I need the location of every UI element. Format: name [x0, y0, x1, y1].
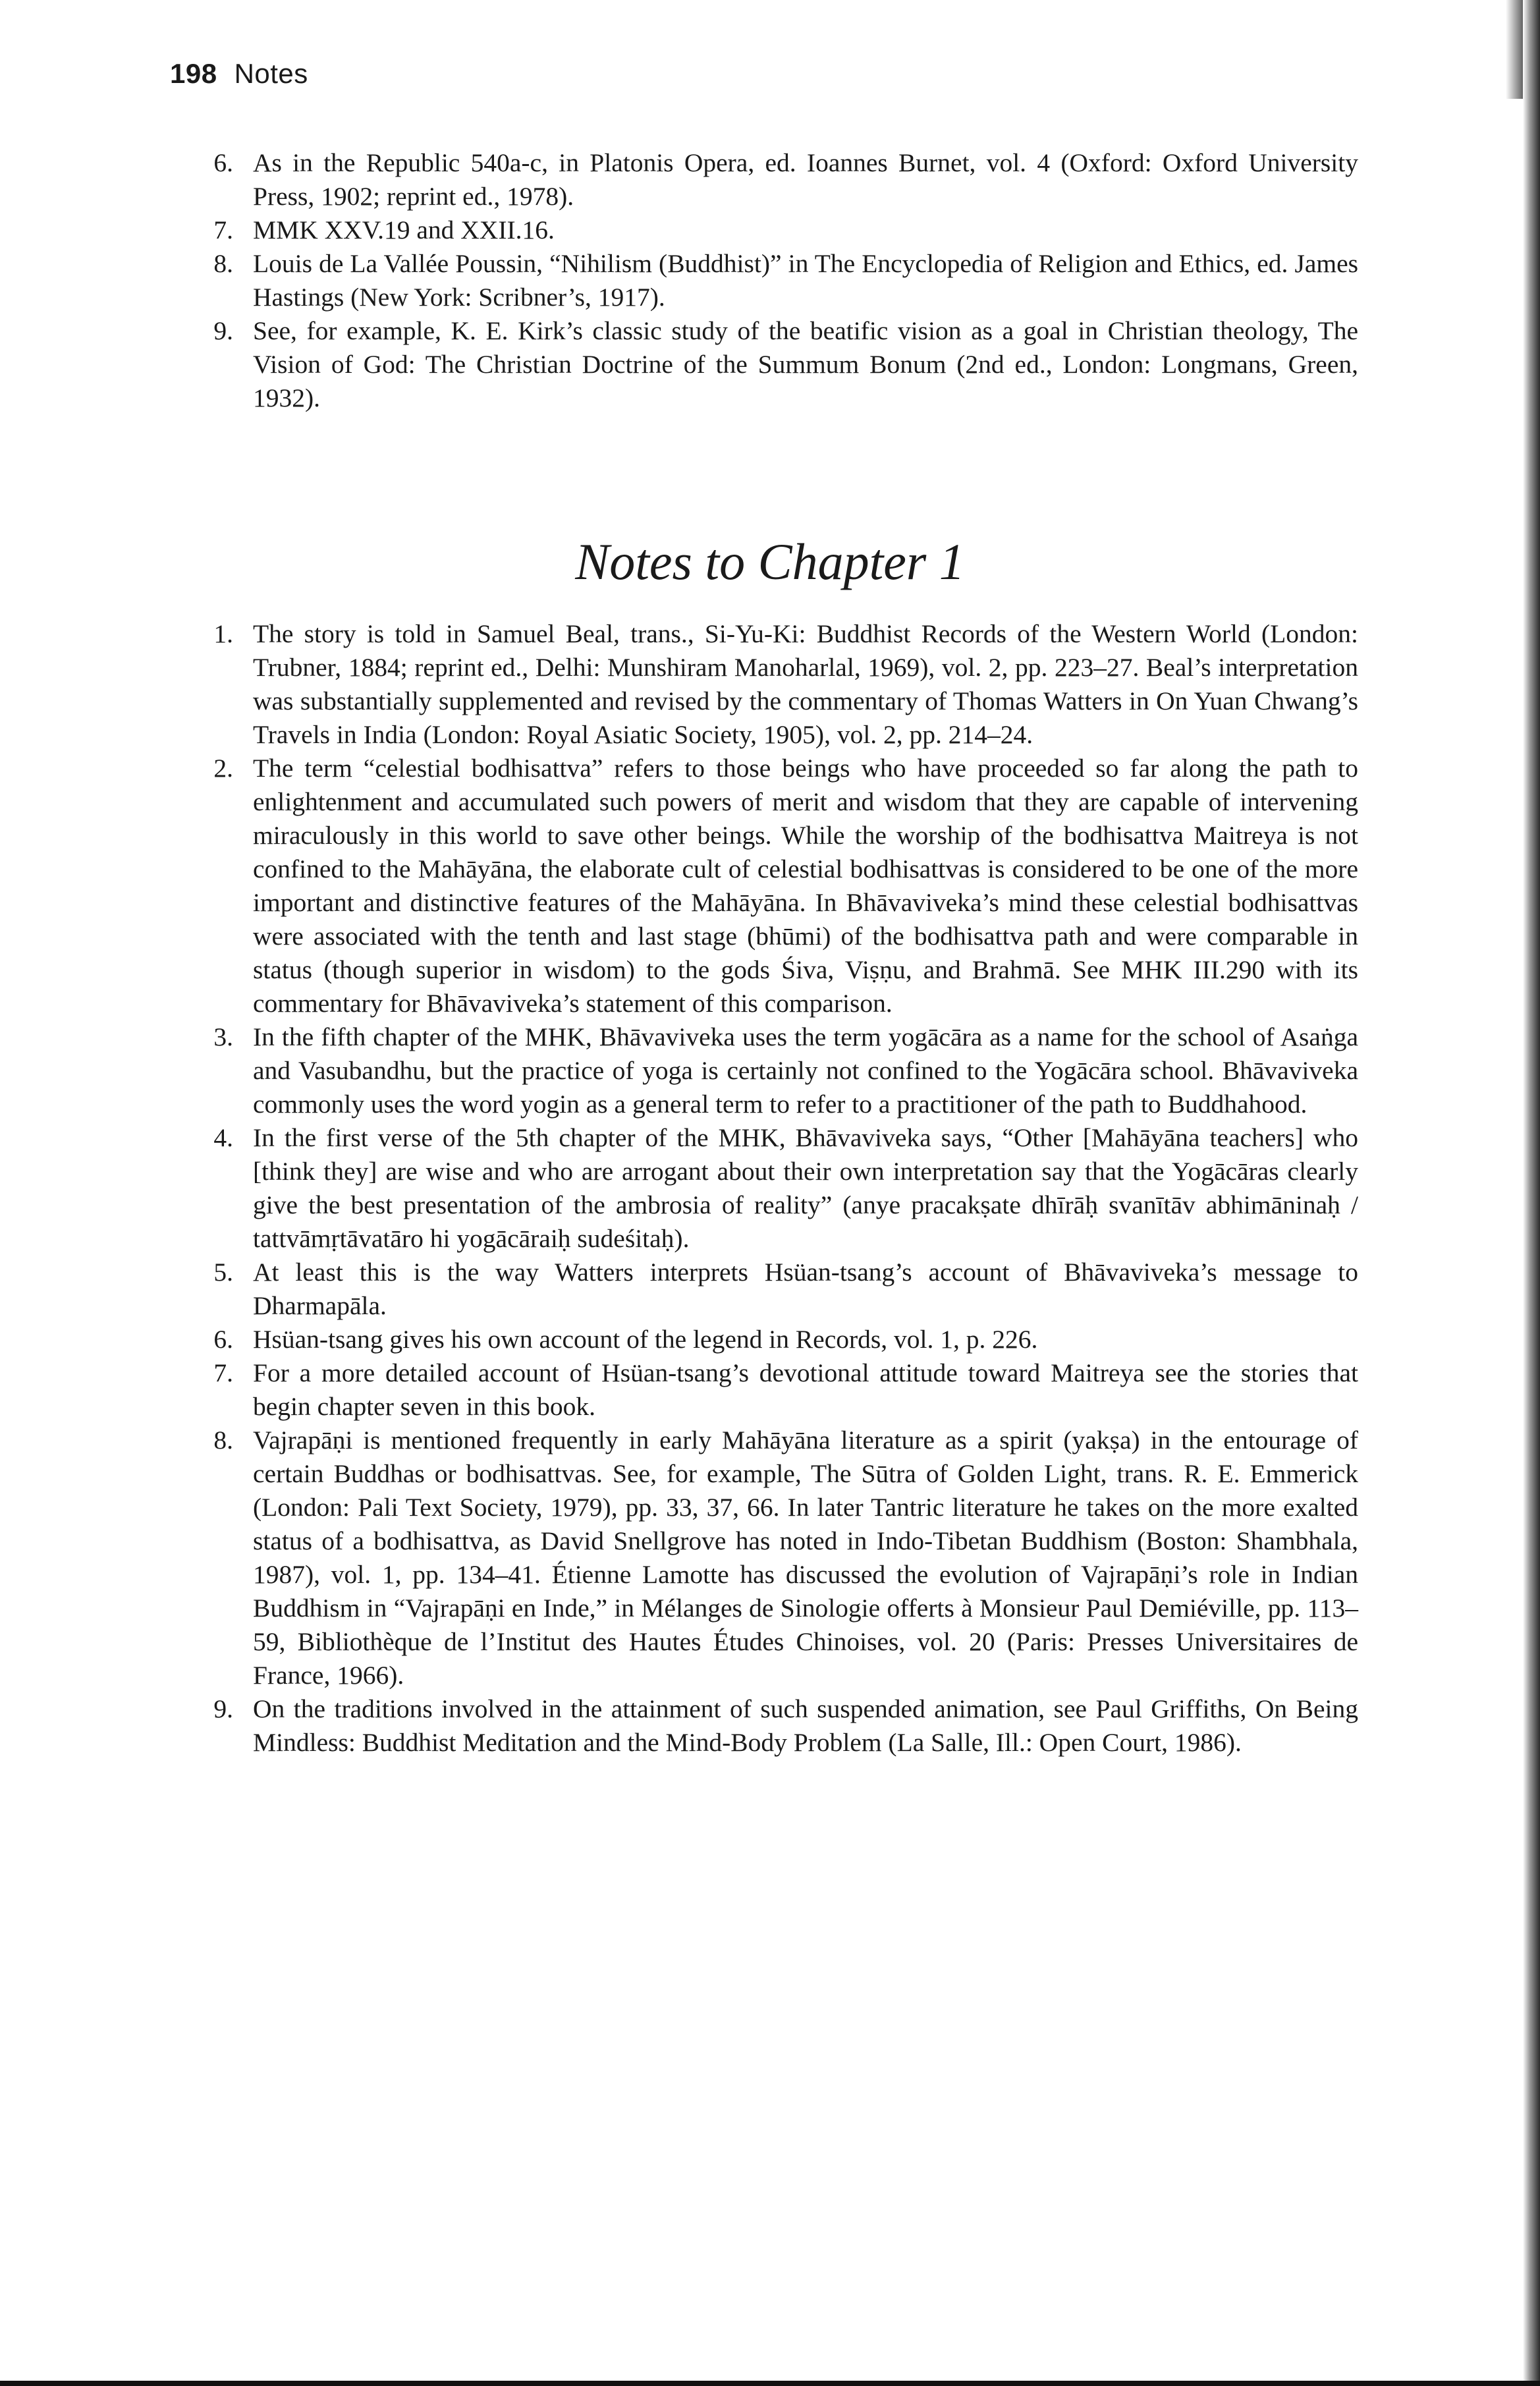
note [192, 1020, 1358, 1121]
note-number: 8. [213, 1426, 233, 1455]
note [192, 1692, 1358, 1760]
note [192, 752, 1358, 1020]
front-matter-notes [192, 146, 1358, 415]
note-number: 5. [213, 1258, 233, 1287]
note-number: 3. [213, 1022, 233, 1051]
note-text: At least this is the way Watters interprets Hsüan-tsang’s account of Bhāvaviveka’s message to Dharmapāla. [253, 1258, 1358, 1320]
note-number: 7. [213, 215, 233, 244]
chapter-heading: Notes to Chapter 1 [575, 533, 965, 590]
note-number: 8. [213, 249, 233, 278]
chapter-1-notes [192, 617, 1358, 1760]
note-number: 9. [213, 316, 233, 345]
note-text: As in the Republic 540a-c, in Platonis Opera, ed. Ioannes Burnet, vol. 4 (Oxford: Oxford University Press, 1902; reprint ed., 1978). [253, 148, 1358, 211]
note-text: In the fifth chapter of the MHK, Bhāvaviveka uses the term yogācāra as a name for the school of Asaṅga and Vasubandhu, but the practice of yoga is certainly not confined to the Yogācāra school. Bhāvaviveka commonly uses the word yogin as a general term to refer to a practitioner of the path to Buddhahood. [253, 1022, 1358, 1119]
note [192, 617, 1358, 752]
note [192, 1356, 1358, 1424]
note-number: 7. [213, 1358, 233, 1387]
running-head [170, 58, 308, 90]
note-text: See, for example, K. E. Kirk’s classic study of the beatific vision as a goal in Christian theology, The Vision of God: The Christian Doctrine of the Summum Bonum (2nd ed., London: Longmans, Green, 1932). [253, 316, 1358, 412]
note-text: On the traditions involved in the attainment of such suspended animation, see Paul Griffiths, On Being Mindless: Buddhist Meditation and the Mind-Body Problem (La Salle, Ill.: Open Court, 1986). [253, 1694, 1358, 1757]
section-title: Notes [234, 58, 308, 89]
scan-edge-shadow [1523, 0, 1540, 2386]
note-text: Louis de La Vallée Poussin, “Nihilism (Buddhist)” in The Encyclopedia of Religion and Ethics, ed. James Hastings (New York: Scribner’s, 1917). [253, 249, 1358, 312]
note-number: 2. [213, 754, 233, 783]
note-text: For a more detailed account of Hsüan-tsang’s devotional attitude toward Maitreya see the stories that begin chapter seven in this book. [253, 1358, 1358, 1421]
note [192, 146, 1358, 213]
note-number: 1. [213, 619, 233, 648]
note-text: MMK XXV.19 and XXII.16. [253, 215, 555, 244]
note-text: Hsüan-tsang gives his own account of the legend in Records, vol. 1, p. 226. [253, 1325, 1038, 1354]
note [192, 1323, 1358, 1356]
note [192, 1121, 1358, 1256]
note-text: The story is told in Samuel Beal, trans., Si-Yu-Ki: Buddhist Records of the Western World (London: Trubner, 1884; reprint ed., Delhi: Munshiram Manoharlal, 1969), vol. 2, pp. 223–27. Beal’s interpretation was substantially supplemented and revised by the commentary of Thomas Watters in On Yuan Chwang’s Travels in India (London: Royal Asiatic Society, 1905), vol. 2, pp. 214–24. [253, 619, 1358, 749]
note-number: 4. [213, 1123, 233, 1152]
note-text: Vajrapāṇi is mentioned frequently in early Mahāyāna literature as a spirit (yakṣa) in the entourage of certain Buddhas or bodhisattvas. See, for example, The Sūtra of Golden Light, trans. R. E. Emmerick (London: Pali Text Society, 1979), pp. 33, 37, 66. In later Tantric literature he takes on the more exalted status of a bodhisattva, as David Snellgrove has noted in Indo-Tibetan Buddhism (Boston: Shambhala, 1987), vol. 1, pp. 134–41. Étienne Lamotte has discussed the evolution of Vajrapāṇi’s role in Indian Buddhism in “Vajrapāṇi en Inde,” in Mélanges de Sinologie offerts à Monsieur Paul Demiéville, pp. 113–59, Bibliothèque de l’Institut des Hautes Études Chinoises, vol. 20 (Paris: Presses Universitaires de France, 1966). [253, 1426, 1358, 1690]
note-number: 6. [213, 148, 233, 177]
note-number: 6. [213, 1325, 233, 1354]
note [192, 1256, 1358, 1323]
note [192, 247, 1358, 314]
note-text: The term “celestial bodhisattva” refers to those beings who have proceeded so far along the path to enlightenment and accumulated such powers of merit and wisdom that they are capable of intervening miraculously in this world to save other beings. While the worship of the bodhisattva Maitreya is not confined to the Mahāyāna, the elaborate cult of celestial bodhisattvas is considered to be one of the more important and distinctive features of the Mahāyāna. In Bhāvaviveka’s mind these celestial bodhisattvas were associated with the tenth and last stage (bhūmi) of the bodhisattva path and were comparable in status (though superior in wisdom) to the gods Śiva, Viṣṇu, and Brahmā. See MHK III.290 with its commentary for Bhāvaviveka’s statement of this comparison. [253, 754, 1358, 1018]
page-number: 198 [170, 58, 217, 89]
note-number: 9. [213, 1694, 233, 1723]
note [192, 213, 1358, 247]
note-text: In the first verse of the 5th chapter of the MHK, Bhāvaviveka says, “Other [Mahāyāna teachers] who [think they] are wise and who are arrogant about their own interpretation say that the Yogācāras clearly give the best presentation of the ambrosia of reality” (anye pracakṣate dhīrāḥ svanītāv abhimāninaḥ / tattvāmṛtāvatāro hi yogācāraiḥ sudeśitaḥ). [253, 1123, 1358, 1253]
scan-bottom-border [0, 2381, 1540, 2386]
note [192, 1424, 1358, 1692]
note [192, 314, 1358, 415]
